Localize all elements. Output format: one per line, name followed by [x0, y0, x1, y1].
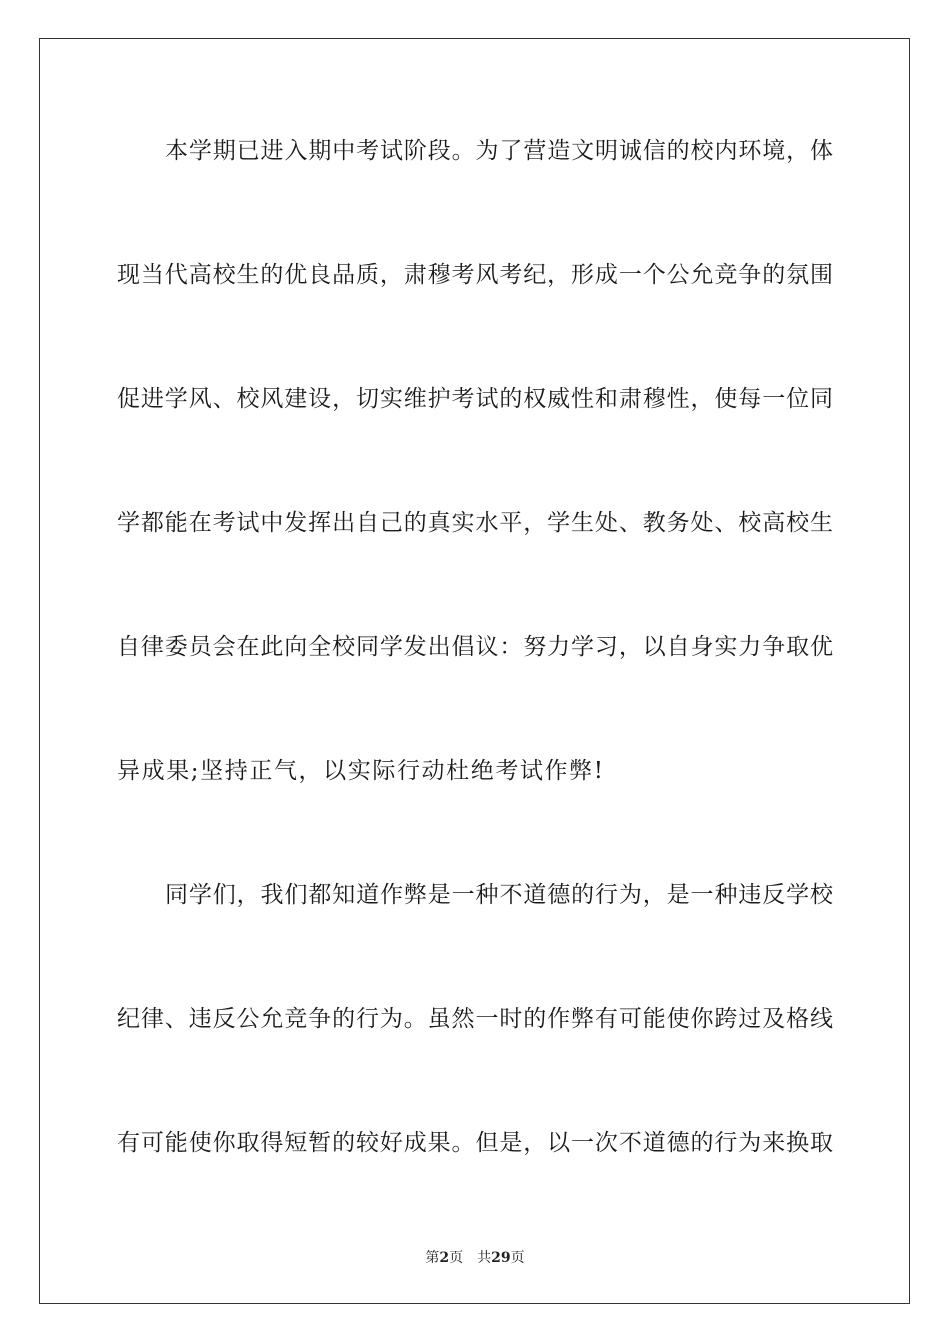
paragraph-1-line-6: 异成果;坚持正气，以实际行动杜绝考试作弊!	[117, 758, 605, 784]
page-current: 2	[439, 1250, 450, 1266]
paragraph-1-line-1: 本学期已进入期中考试阶段。为了营造文明诚信的校内环境，体	[165, 138, 833, 164]
page-footer	[0, 1249, 950, 1267]
total-suffix: 页	[510, 1250, 525, 1266]
page-total: 29	[491, 1250, 511, 1266]
paragraph-2-line-3: 有可能使你取得短暂的较好成果。但是，以一次不道德的行为来换取	[117, 1130, 833, 1156]
paragraph-2-line-2: 纪律、违反公允竞争的行为。虽然一时的作弊有可能使你跨过及格线	[117, 1006, 833, 1032]
page-suffix: 页	[449, 1250, 464, 1266]
page-border	[39, 38, 910, 1304]
paragraph-1-line-2: 现当代高校生的优良品质，肃穆考风考纪，形成一个公允竞争的氛围	[117, 262, 833, 288]
paragraph-2-line-1: 同学们，我们都知道作弊是一种不道德的行为，是一种违反学校	[165, 882, 833, 908]
paragraph-1-line-3: 促进学风、校风建设，切实维护考试的权威性和肃穆性，使每一位同	[117, 386, 833, 412]
paragraph-1-line-5: 自律委员会在此向全校同学发出倡议：努力学习，以自身实力争取优	[117, 634, 833, 660]
total-prefix: 共	[477, 1250, 492, 1266]
paragraph-1-line-4: 学都能在考试中发挥出自己的真实水平，学生处、教务处、校高校生	[117, 510, 833, 536]
page-prefix: 第	[425, 1250, 440, 1266]
